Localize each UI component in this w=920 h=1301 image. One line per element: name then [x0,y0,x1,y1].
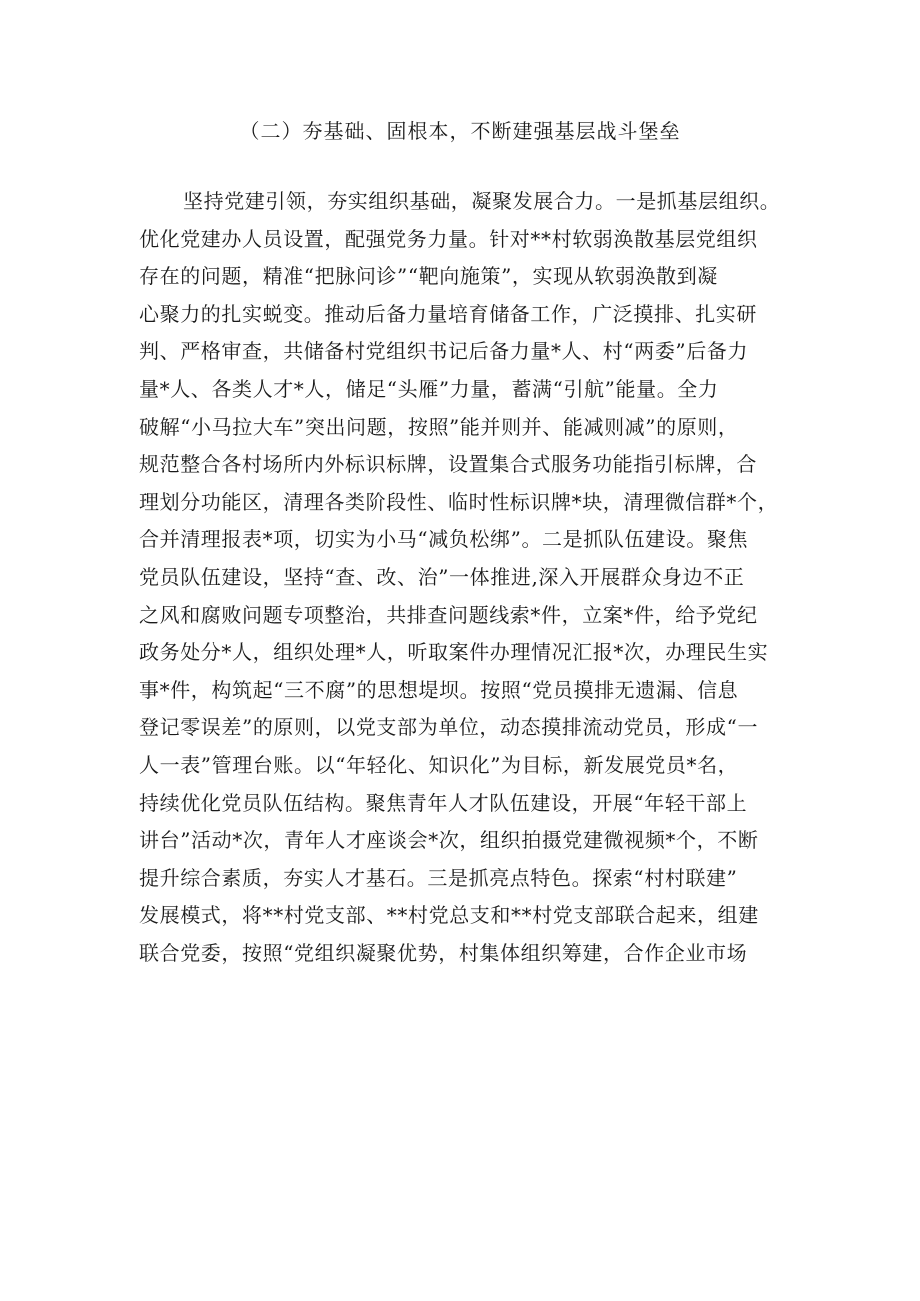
body-line: 政务处分*人，组织处理*人，听取案件办理情况汇报*次，办理民生实 [139,640,769,665]
body-line: 党员队伍建设，坚持“查、改、治”一体推进,深入开展群众身边不正 [139,564,745,589]
body-line: 存在的问题，精准“把脉问诊”“靶向施策”，实现从软弱涣散到凝 [139,264,718,289]
body-line: 之风和腐败问题专项整治，共排查问题线索*件，立案*件，给予党纪 [139,602,758,627]
section-heading: （二）夯基础、固根本，不断建强基层战斗堡垒 [239,119,681,143]
body-line: 破解“小马拉大车”突出问题，按照”能并则并、能减则减”的原则， [139,414,739,439]
body-line: 联合党委，按照“党组织凝聚优势，村集体组织筹建，合作企业市场 [139,940,748,965]
body-line: 合并清理报表*项，切实为小马“减负松绑”。二是抓队伍建设。聚焦 [139,527,749,552]
body-line: 登记零误差”的原则，以党支部为单位，动态摸排流动党员，形成“一 [139,715,759,740]
body-line: 判、严格审查，共储备村党组织书记后备力量*人、村“两委”后备力 [139,339,749,364]
body-line: 发展模式，将**村党支部、**村党总支和**村党支部联合起来，组建 [139,903,759,928]
body-line: 心聚力的扎实蜕变。推动后备力量培育储备工作，广泛摸排、扎实研 [139,301,757,326]
body-line: 坚持党建引领，夯实组织基础，凝聚发展合力。一是抓基层组织。 [183,189,781,213]
body-text [139,183,809,972]
body-line: 理划分功能区，清理各类阶段性、临时性标识牌*块，清理微信群*个， [139,489,779,514]
body-line: 量*人、各类人才*人，储足“头雁”力量，蓄满“引航”能量。全力 [139,376,719,401]
body-line: 持续优化党员队伍结构。聚焦青年人才队伍建设，开展“年轻干部上 [139,790,748,815]
body-line: 优化党建办人员设置，配强党务力量。针对**村软弱涣散基层党组织 [139,226,758,251]
body-line: 事*件，构筑起“三不腐”的思想堤坝。按照“党员摸排无遗漏、信息 [139,677,739,702]
body-line: 讲台”活动*次，青年人才座谈会*次，组织拍摄党建微视频*个，不断 [139,828,759,853]
body-line: 提升综合素质，夯实人才基石。三是抓亮点特色。探索“村村联建” [139,865,738,890]
body-line: 规范整合各村场所内外标识标牌，设置集合式服务功能指引标牌，合 [139,452,757,477]
body-line: 人一表”管理台账。以“年轻化、知识化”为目标，新发展党员*名， [139,752,739,777]
